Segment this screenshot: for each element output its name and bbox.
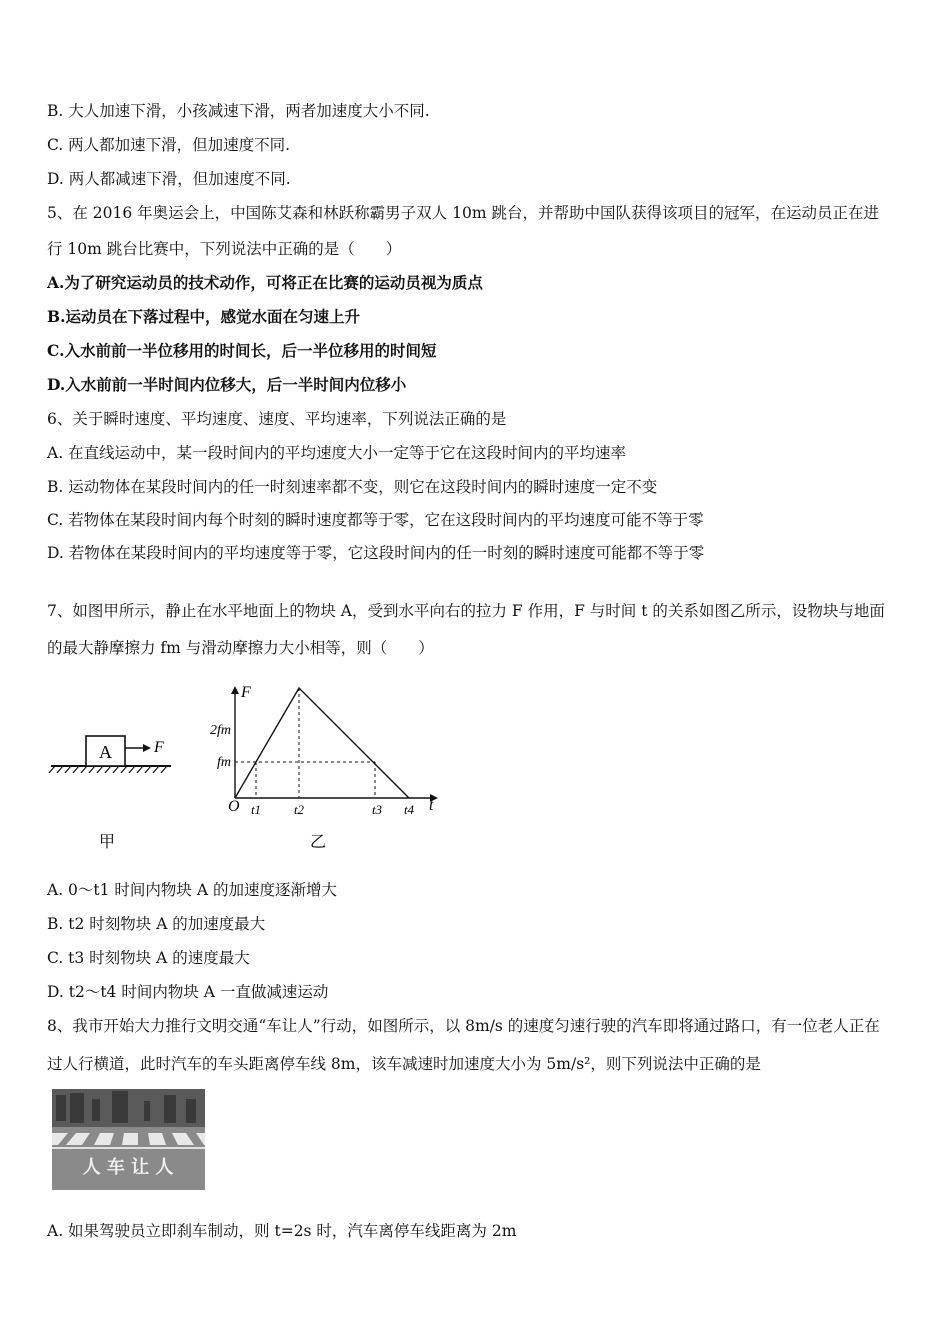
option-5a: A.为了研究运动员的技术动作，可将正在比赛的运动员视为质点 bbox=[47, 273, 483, 292]
figure-jia bbox=[45, 728, 185, 858]
option-6d: D. 若物体在某段时间内的平均速度等于零，它这段时间内的任一时刻的瞬时速度可能都不等于零 bbox=[47, 544, 705, 562]
option-7d: D. t2～t4 时间内物块 A 一直做减速运动 bbox=[47, 983, 329, 1001]
option-5c: C.入水前前一半位移用的时间长，后一半位移用的时间短 bbox=[47, 341, 437, 360]
x-tick-t3: t3 bbox=[371, 802, 383, 817]
option-4c: C. 两人都加速下滑，但加速度不同. bbox=[47, 136, 291, 154]
option-6a: A. 在直线运动中，某一段时间内的平均速度大小一定等于它在这段时间内的平均速率 bbox=[47, 444, 627, 462]
option-6c: C. 若物体在某段时间内每个时刻的瞬时速度都等于零，它在这段时间内的平均速度可能不等于零 bbox=[47, 511, 704, 529]
y-tick-2fm: 2fm bbox=[210, 723, 231, 738]
x-axis-label: t bbox=[429, 797, 434, 814]
figure-yi bbox=[200, 678, 450, 858]
option-4d: D. 两人都减速下滑，但加速度不同. bbox=[47, 170, 291, 188]
question-6: 6、关于瞬时速度、平均速度、速度、平均速率，下列说法正确的是 bbox=[47, 410, 507, 428]
option-5b: B.运动员在下落过程中，感觉水面在匀速上升 bbox=[47, 307, 360, 326]
figure-jia-caption: 甲 bbox=[98, 832, 116, 851]
x-tick-t1: t1 bbox=[250, 802, 262, 817]
option-7b: B. t2 时刻物块 A 的加速度最大 bbox=[47, 915, 266, 933]
question-8-line1: 8、我市开始大力推行文明交通“车让人”行动，如图所示，以 8m/s 的速度匀速行驶的汽车即将通过路口，有一位老人正在 bbox=[47, 1017, 880, 1035]
y-tick-fm: fm bbox=[217, 755, 231, 770]
option-8a: A. 如果驾驶员立即刹车制动，则 t=2s 时，汽车离停车线距离为 2m bbox=[47, 1222, 517, 1240]
question-5-line2: 行 10m 跳台比赛中，下列说法中正确的是（ ） bbox=[47, 240, 402, 258]
block-a-label: A bbox=[99, 742, 112, 762]
question-7-line1: 7、如图甲所示，静止在水平地面上的物块 A，受到水平向右的拉力 F 作用，F 与时间 t 的关系如图乙所示，设物块与地面 bbox=[47, 602, 885, 620]
y-axis-label: F bbox=[241, 684, 251, 701]
force-curve bbox=[235, 688, 409, 798]
crosswalk-photo bbox=[52, 1089, 205, 1190]
option-7c: C. t3 时刻物块 A 的速度最大 bbox=[47, 949, 250, 967]
question-8-line2: 过人行横道，此时汽车的车头距离停车线 8m，该车减速时加速度大小为 5m/s²，则下列说法中正确的是 bbox=[47, 1055, 761, 1073]
origin-label: O bbox=[228, 798, 240, 815]
question-7-line2: 的最大静摩擦力 fm 与滑动摩擦力大小相等，则（ ） bbox=[47, 639, 434, 657]
figure-yi-caption: 乙 bbox=[309, 832, 327, 851]
option-5d: D.入水前前一半时间内位移大，后一半时间内位移小 bbox=[47, 375, 407, 394]
option-4b: B. 大人加速下滑，小孩减速下滑，两者加速度大小不同. bbox=[47, 102, 430, 120]
force-label: F bbox=[154, 739, 164, 756]
question-5-line1: 5、在 2016 年奥运会上，中国陈艾森和林跃称霸男子双人 10m 跳台，并帮助中国队获得该项目的冠军，在运动员正在进 bbox=[47, 204, 879, 222]
road-marking-text: 人 车 让 人 bbox=[82, 1157, 174, 1178]
option-7a: A. 0～t1 时间内物块 A 的加速度逐渐增大 bbox=[47, 881, 337, 899]
x-tick-t2: t2 bbox=[293, 802, 305, 817]
x-tick-t4: t4 bbox=[403, 802, 415, 817]
option-6b: B. 运动物体在某段时间内的任一时刻速率都不变，则它在这段时间内的瞬时速度一定不变 bbox=[47, 478, 658, 496]
